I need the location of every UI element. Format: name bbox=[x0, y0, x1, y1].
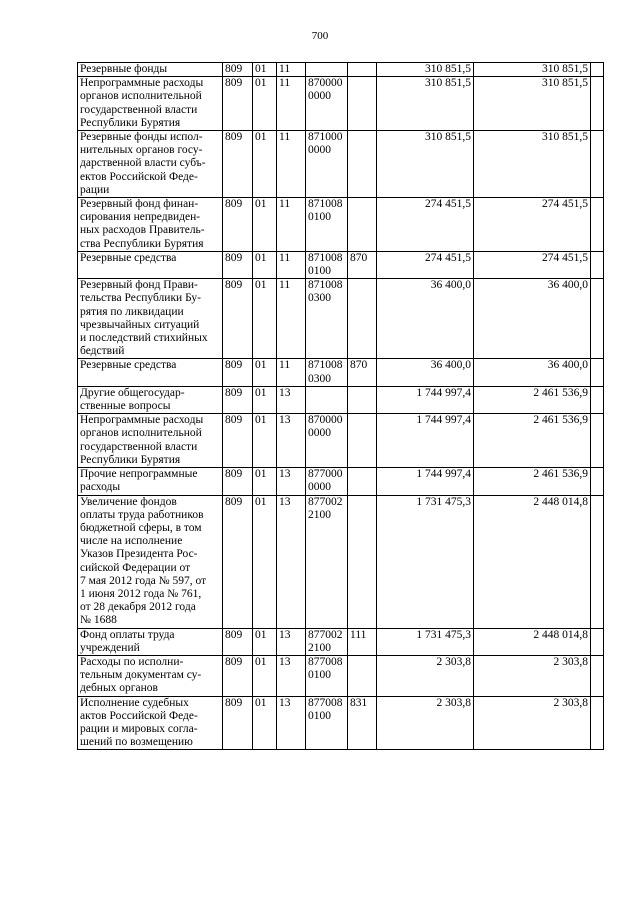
row-expense-type-code bbox=[348, 251, 377, 278]
row-amount-year-1-text: 310 851,5 bbox=[425, 77, 471, 90]
row-amount-year-2 bbox=[474, 414, 591, 468]
table-row bbox=[78, 386, 604, 413]
row-section-code bbox=[253, 495, 277, 628]
row-expense-type-code bbox=[348, 414, 377, 468]
row-amount-year-1-text: 274 451,5 bbox=[425, 251, 471, 264]
row-name-text: Фонд оплаты труда учреждений bbox=[80, 628, 175, 654]
row-subsection-code-text: 11 bbox=[279, 198, 291, 211]
row-expense-type-code-text: 870 bbox=[350, 359, 368, 372]
row-target-article-code-text: 871008 0300 bbox=[308, 279, 343, 305]
table-row bbox=[78, 628, 604, 655]
row-ministry-code-text: 809 bbox=[225, 628, 243, 641]
row-amount-year-1-text: 2 303,8 bbox=[436, 655, 471, 668]
row-target-article-code bbox=[306, 198, 348, 252]
row-extra-cell bbox=[591, 279, 604, 359]
row-name bbox=[78, 251, 223, 278]
row-extra-cell bbox=[591, 131, 604, 198]
row-subsection-code bbox=[277, 414, 306, 468]
row-extra-cell bbox=[591, 386, 604, 413]
row-name-text: Расходы по исполни- тельным документам су- дебных органов bbox=[80, 655, 202, 695]
row-name bbox=[78, 359, 223, 386]
table-row bbox=[78, 495, 604, 628]
row-ministry-code bbox=[223, 131, 253, 198]
row-expense-type-code bbox=[348, 77, 377, 131]
row-name-text: Непрограммные расходы органов исполнительной государственной власти Республики Бурятия bbox=[80, 414, 204, 466]
row-amount-year-2 bbox=[474, 386, 591, 413]
row-amount-year-1-text: 1 744 997,4 bbox=[416, 386, 471, 399]
row-name-text: Резервный фонд Прави- тельства Республики Бу- рятия по ликвидации чрезвычайных ситуаций и последствий стихийных бедствий bbox=[80, 279, 208, 358]
row-ministry-code bbox=[223, 279, 253, 359]
row-amount-year-1 bbox=[377, 77, 474, 131]
row-amount-year-2-text: 310 851,5 bbox=[542, 77, 588, 90]
row-target-article-code-text: 870000 0000 bbox=[308, 414, 343, 440]
row-subsection-code-text: 13 bbox=[279, 628, 291, 641]
row-extra-cell bbox=[591, 468, 604, 495]
row-amount-year-2 bbox=[474, 198, 591, 252]
row-amount-year-2-text: 274 451,5 bbox=[542, 198, 588, 211]
row-amount-year-2 bbox=[474, 628, 591, 655]
row-expense-type-code bbox=[348, 386, 377, 413]
row-amount-year-2 bbox=[474, 696, 591, 750]
table-row bbox=[78, 696, 604, 750]
row-section-code-text: 01 bbox=[255, 359, 267, 372]
row-target-article-code bbox=[306, 131, 348, 198]
row-ministry-code-text: 809 bbox=[225, 468, 243, 481]
row-target-article-code-text: 877002 2100 bbox=[308, 495, 343, 521]
row-expense-type-code bbox=[348, 359, 377, 386]
row-name bbox=[78, 77, 223, 131]
row-target-article-code-text: 877008 0100 bbox=[308, 655, 343, 682]
row-name-text: Непрограммные расходы органов исполнительной государственной власти Республики Бурятия bbox=[80, 77, 204, 129]
row-ministry-code bbox=[223, 386, 253, 413]
row-subsection-code bbox=[277, 495, 306, 628]
row-ministry-code bbox=[223, 468, 253, 495]
row-section-code bbox=[253, 359, 277, 386]
row-amount-year-2 bbox=[474, 131, 591, 198]
row-expense-type-code bbox=[348, 63, 377, 77]
row-section-code-text: 01 bbox=[255, 63, 267, 75]
row-expense-type-code bbox=[348, 655, 377, 696]
row-ministry-code bbox=[223, 414, 253, 468]
row-amount-year-2 bbox=[474, 77, 591, 131]
row-expense-type-code bbox=[348, 495, 377, 628]
row-subsection-code bbox=[277, 63, 306, 77]
table-row bbox=[78, 279, 604, 359]
row-section-code-text: 01 bbox=[255, 77, 267, 90]
row-section-code-text: 01 bbox=[255, 696, 267, 709]
row-ministry-code bbox=[223, 628, 253, 655]
row-ministry-code-text: 809 bbox=[225, 696, 243, 709]
row-subsection-code bbox=[277, 696, 306, 750]
row-target-article-code bbox=[306, 655, 348, 696]
row-amount-year-1-text: 36 400,0 bbox=[430, 279, 471, 292]
row-amount-year-1 bbox=[377, 655, 474, 696]
row-target-article-code bbox=[306, 696, 348, 750]
row-name-text: Увеличение фондов оплаты труда работников бюджетной сферы, в том числе на исполнение Указов Президента Рос- сийской Федерации от 7 мая 2012 года № 597, от 1 июня 2012 года № 761, от 28 декабря 2012 года № 1688 bbox=[80, 495, 207, 627]
row-subsection-code-text: 11 bbox=[279, 279, 291, 292]
row-section-code bbox=[253, 468, 277, 495]
budget-table bbox=[77, 62, 604, 750]
row-amount-year-1 bbox=[377, 696, 474, 750]
row-ministry-code bbox=[223, 696, 253, 750]
row-ministry-code bbox=[223, 77, 253, 131]
row-subsection-code-text: 11 bbox=[279, 359, 291, 372]
row-subsection-code-text: 13 bbox=[279, 386, 291, 399]
row-amount-year-1 bbox=[377, 198, 474, 252]
row-extra-cell bbox=[591, 63, 604, 77]
row-name-text: Прочие непрограммные расходы bbox=[80, 468, 198, 494]
row-name bbox=[78, 386, 223, 413]
row-amount-year-2-text: 2 303,8 bbox=[553, 696, 588, 709]
row-name bbox=[78, 414, 223, 468]
row-extra-cell bbox=[591, 655, 604, 696]
row-expense-type-code-text: 831 bbox=[350, 696, 368, 709]
row-target-article-code bbox=[306, 414, 348, 468]
row-amount-year-2-text: 2 448 014,8 bbox=[533, 495, 588, 508]
row-subsection-code bbox=[277, 77, 306, 131]
row-amount-year-2-text: 2 303,8 bbox=[553, 655, 588, 668]
row-amount-year-2-text: 36 400,0 bbox=[547, 279, 588, 292]
row-ministry-code bbox=[223, 63, 253, 77]
row-section-code bbox=[253, 696, 277, 750]
row-amount-year-2-text: 2 461 536,9 bbox=[533, 468, 588, 481]
table-row bbox=[78, 468, 604, 495]
row-name bbox=[78, 655, 223, 696]
table-row bbox=[78, 655, 604, 696]
row-extra-cell bbox=[591, 696, 604, 750]
row-section-code bbox=[253, 198, 277, 252]
row-amount-year-2-text: 2 461 536,9 bbox=[533, 414, 588, 427]
row-subsection-code-text: 13 bbox=[279, 495, 291, 508]
row-section-code-text: 01 bbox=[255, 251, 267, 264]
row-subsection-code bbox=[277, 251, 306, 278]
row-subsection-code bbox=[277, 386, 306, 413]
row-ministry-code-text: 809 bbox=[225, 279, 243, 292]
row-expense-type-code bbox=[348, 198, 377, 252]
table-row bbox=[78, 414, 604, 468]
row-amount-year-1 bbox=[377, 63, 474, 77]
row-name bbox=[78, 198, 223, 252]
row-section-code bbox=[253, 279, 277, 359]
row-name-text: Резервные средства bbox=[80, 251, 177, 264]
row-ministry-code bbox=[223, 251, 253, 278]
row-amount-year-1-text: 1 731 475,3 bbox=[416, 495, 471, 508]
row-ministry-code-text: 809 bbox=[225, 63, 243, 75]
row-name bbox=[78, 63, 223, 77]
row-ministry-code-text: 809 bbox=[225, 414, 243, 427]
row-extra-cell bbox=[591, 495, 604, 628]
row-name bbox=[78, 495, 223, 628]
row-extra-cell bbox=[591, 198, 604, 252]
row-section-code bbox=[253, 386, 277, 413]
row-amount-year-2 bbox=[474, 279, 591, 359]
row-name-text: Резервный фонд финан- сирования непредвиден- ных расходов Правитель- ства Республики Бурятия bbox=[80, 198, 205, 250]
row-amount-year-1-text: 2 303,8 bbox=[436, 696, 471, 709]
row-ministry-code bbox=[223, 495, 253, 628]
row-ministry-code-text: 809 bbox=[225, 77, 243, 90]
row-name bbox=[78, 696, 223, 750]
row-ministry-code bbox=[223, 359, 253, 386]
row-ministry-code-text: 809 bbox=[225, 655, 243, 668]
row-target-article-code bbox=[306, 495, 348, 628]
row-amount-year-1-text: 310 851,5 bbox=[425, 131, 471, 144]
row-amount-year-2-text: 2 448 014,8 bbox=[533, 628, 588, 641]
row-target-article-code bbox=[306, 63, 348, 77]
row-ministry-code-text: 809 bbox=[225, 198, 243, 211]
row-section-code bbox=[253, 63, 277, 77]
table-row bbox=[78, 77, 604, 131]
table-row bbox=[78, 63, 604, 77]
row-amount-year-2 bbox=[474, 63, 591, 77]
row-extra-cell bbox=[591, 414, 604, 468]
row-target-article-code-text: 870000 0000 bbox=[308, 77, 343, 103]
row-amount-year-1 bbox=[377, 495, 474, 628]
row-name-text: Резервные фонды испол- нительных органов госу- дарственной власти субъ- ектов Российской Феде- рации bbox=[80, 131, 206, 196]
row-amount-year-2 bbox=[474, 655, 591, 696]
row-target-article-code-text: 871008 0100 bbox=[308, 251, 343, 278]
row-name-text: Резервные средства bbox=[80, 359, 177, 372]
row-amount-year-2-text: 310 851,5 bbox=[542, 63, 588, 75]
row-subsection-code bbox=[277, 198, 306, 252]
row-ministry-code-text: 809 bbox=[225, 131, 243, 144]
row-subsection-code bbox=[277, 359, 306, 386]
row-amount-year-1-text: 36 400,0 bbox=[430, 359, 471, 372]
row-expense-type-code bbox=[348, 279, 377, 359]
row-target-article-code bbox=[306, 468, 348, 495]
row-amount-year-1-text: 1 731 475,3 bbox=[416, 628, 471, 641]
row-target-article-code bbox=[306, 386, 348, 413]
row-section-code-text: 01 bbox=[255, 655, 267, 668]
row-amount-year-2-text: 36 400,0 bbox=[547, 359, 588, 372]
row-target-article-code-text: 877002 2100 bbox=[308, 628, 343, 654]
row-amount-year-1-text: 1 744 997,4 bbox=[416, 468, 471, 481]
row-target-article-code-text: 877008 0100 bbox=[308, 696, 343, 722]
row-amount-year-2 bbox=[474, 495, 591, 628]
row-amount-year-1 bbox=[377, 359, 474, 386]
row-expense-type-code-text: 870 bbox=[350, 251, 368, 264]
row-subsection-code bbox=[277, 131, 306, 198]
row-target-article-code-text: 871000 0000 bbox=[308, 131, 343, 157]
row-section-code-text: 01 bbox=[255, 468, 267, 481]
row-amount-year-2 bbox=[474, 251, 591, 278]
row-subsection-code-text: 11 bbox=[279, 63, 291, 75]
row-section-code bbox=[253, 251, 277, 278]
row-name bbox=[78, 628, 223, 655]
budget-table-body bbox=[78, 63, 604, 750]
row-amount-year-2-text: 2 461 536,9 bbox=[533, 386, 588, 399]
row-target-article-code-text: 871008 0300 bbox=[308, 359, 343, 385]
row-target-article-code bbox=[306, 77, 348, 131]
row-target-article-code-text: 871008 0100 bbox=[308, 198, 343, 224]
row-name-text: Исполнение судебных актов Российской Феде- рации и мировых согла- шений по возмещению bbox=[80, 696, 198, 749]
row-subsection-code bbox=[277, 628, 306, 655]
row-section-code bbox=[253, 628, 277, 655]
row-subsection-code-text: 11 bbox=[279, 251, 291, 264]
row-target-article-code-text: 877000 0000 bbox=[308, 468, 343, 494]
row-extra-cell bbox=[591, 251, 604, 278]
row-section-code bbox=[253, 77, 277, 131]
row-ministry-code-text: 809 bbox=[225, 359, 243, 372]
row-name bbox=[78, 468, 223, 495]
row-expense-type-code bbox=[348, 628, 377, 655]
row-subsection-code-text: 13 bbox=[279, 655, 291, 668]
row-expense-type-code bbox=[348, 131, 377, 198]
table-row bbox=[78, 251, 604, 278]
row-amount-year-2 bbox=[474, 468, 591, 495]
row-ministry-code bbox=[223, 655, 253, 696]
row-amount-year-1 bbox=[377, 279, 474, 359]
row-subsection-code-text: 11 bbox=[279, 131, 291, 144]
row-ministry-code bbox=[223, 198, 253, 252]
page-number: 700 bbox=[311, 30, 329, 42]
row-amount-year-1-text: 1 744 997,4 bbox=[416, 414, 471, 427]
row-target-article-code bbox=[306, 628, 348, 655]
row-amount-year-2-text: 310 851,5 bbox=[542, 131, 588, 144]
row-amount-year-1-text: 274 451,5 bbox=[425, 198, 471, 211]
row-section-code-text: 01 bbox=[255, 386, 267, 399]
row-section-code-text: 01 bbox=[255, 628, 267, 641]
row-subsection-code-text: 13 bbox=[279, 696, 291, 709]
row-amount-year-2 bbox=[474, 359, 591, 386]
row-subsection-code bbox=[277, 468, 306, 495]
row-subsection-code-text: 13 bbox=[279, 468, 291, 481]
row-subsection-code bbox=[277, 279, 306, 359]
row-target-article-code bbox=[306, 279, 348, 359]
row-section-code-text: 01 bbox=[255, 198, 267, 211]
row-section-code-text: 01 bbox=[255, 495, 267, 508]
row-subsection-code-text: 13 bbox=[279, 414, 291, 427]
row-extra-cell bbox=[591, 77, 604, 131]
row-ministry-code-text: 809 bbox=[225, 386, 243, 399]
row-name-text: Другие общегосудар- ственные вопросы bbox=[80, 386, 185, 413]
row-section-code-text: 01 bbox=[255, 414, 267, 427]
row-name bbox=[78, 131, 223, 198]
row-expense-type-code bbox=[348, 468, 377, 495]
row-amount-year-1 bbox=[377, 628, 474, 655]
row-expense-type-code-text: 111 bbox=[350, 628, 367, 641]
row-target-article-code bbox=[306, 359, 348, 386]
row-amount-year-1 bbox=[377, 386, 474, 413]
row-amount-year-2-text: 274 451,5 bbox=[542, 251, 588, 264]
row-section-code bbox=[253, 131, 277, 198]
row-section-code bbox=[253, 655, 277, 696]
row-subsection-code-text: 11 bbox=[279, 77, 291, 90]
row-expense-type-code bbox=[348, 696, 377, 750]
table-row bbox=[78, 198, 604, 252]
row-amount-year-1 bbox=[377, 251, 474, 278]
row-extra-cell bbox=[591, 359, 604, 386]
row-name-text: Резервные фонды bbox=[80, 63, 168, 75]
row-target-article-code bbox=[306, 251, 348, 278]
row-amount-year-1 bbox=[377, 468, 474, 495]
row-name bbox=[78, 279, 223, 359]
row-ministry-code-text: 809 bbox=[225, 251, 243, 264]
row-amount-year-1 bbox=[377, 131, 474, 198]
row-section-code bbox=[253, 414, 277, 468]
row-extra-cell bbox=[591, 628, 604, 655]
row-ministry-code-text: 809 bbox=[225, 495, 243, 508]
row-section-code-text: 01 bbox=[255, 131, 267, 144]
row-amount-year-1-text: 310 851,5 bbox=[425, 63, 471, 75]
row-section-code-text: 01 bbox=[255, 279, 267, 292]
table-row bbox=[78, 131, 604, 198]
table-row bbox=[78, 359, 604, 386]
row-subsection-code bbox=[277, 655, 306, 696]
row-amount-year-1 bbox=[377, 414, 474, 468]
